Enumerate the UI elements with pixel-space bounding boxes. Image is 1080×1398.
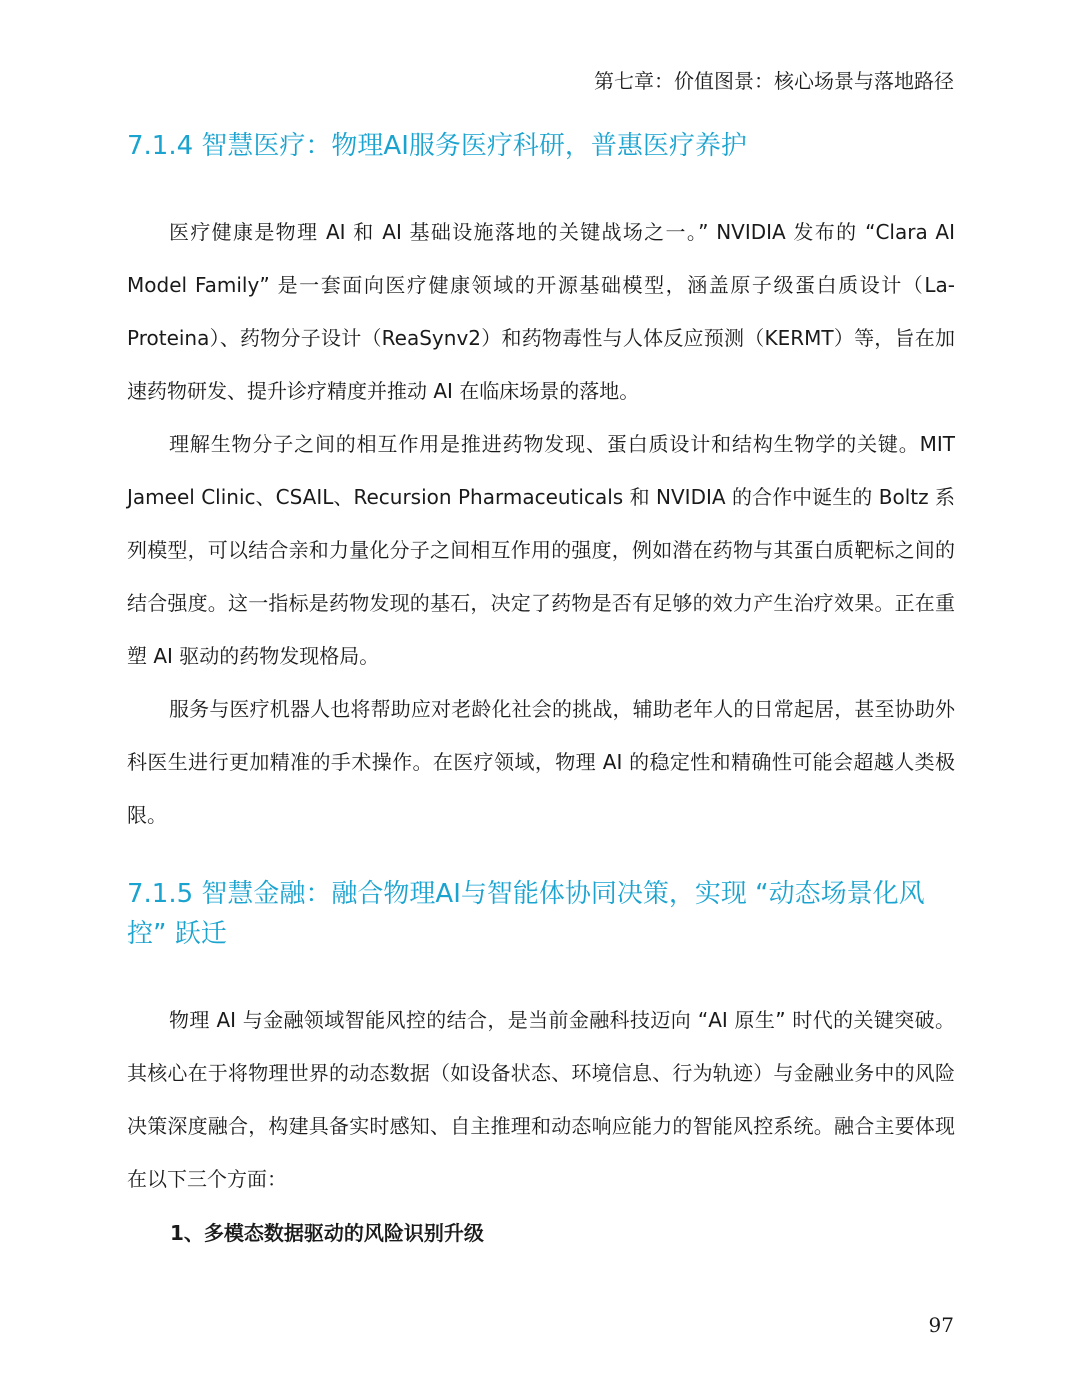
paragraph-biomolecular-interaction: 理解生物分子之间的相互作用是推进药物发现、蛋白质设计和结构生物学的关键。MIT Jameel Clinic、CSAIL、Recursion Pharmaceuticals 和 NVIDIA 的合作中诞生的 Boltz 系列模型，可以结合亲和力量化分子之间相互作用的强度，例如潜在药物与其蛋白质靶标之间的结合强度。这一指标是药物发现的基石，决定了药物是否有足够的效力产生治疗效果。正在重塑 AI 驱动的药物发现格局。 (127, 432, 955, 668)
paragraph-medical-robots: 服务与医疗机器人也将帮助应对老龄化社会的挑战，辅助老年人的日常起居，甚至协助外科医生进行更加精准的手术操作。在医疗领域，物理 AI 的稳定性和精确性可能会超越人类极限。 (127, 697, 955, 827)
paragraph-finance-risk-control: 物理 AI 与金融领域智能风控的结合，是当前金融科技迈向 “AI 原生” 时代的关键突破。其核心在于将物理世界的动态数据（如设备状态、环境信息、行为轨迹）与金融业务中的风险决策深度融合，构建具备实时感知、自主推理和动态响应能力的智能风控系统。融合主要体现在以下三个方面： (127, 1008, 955, 1191)
subheading-multimodal-risk: 1、多模态数据驱动的风险识别升级 (170, 1221, 484, 1245)
paragraph-healthcare-intro: 医疗健康是物理 AI 和 AI 基础设施落地的关键战场之一。” NVIDIA 发布的 “Clara AI Model Family” 是一套面向医疗健康领域的开源基础模型，涵盖原子级蛋白质设计（La-Proteina）、药物分子设计（ReaSynv2）和药物毒性与人体反应预测（KERMT）等，旨在加速药物研发、提升诊疗精度并推动 AI 在临床场景的落地。 (127, 220, 955, 403)
chapter-running-header: 第七章：价值图景：核心场景与落地路径 (594, 69, 954, 93)
section-heading-smart-healthcare: 7.1.4 智慧医疗：物理AI服务医疗科研，普惠医疗养护 (127, 131, 747, 161)
page-number: 97 (928, 1313, 954, 1337)
section-heading-smart-finance: 7.1.5 智慧金融：融合物理AI与智能体协同决策，实现 “动态场景化风控” 跃迁 (127, 879, 925, 949)
